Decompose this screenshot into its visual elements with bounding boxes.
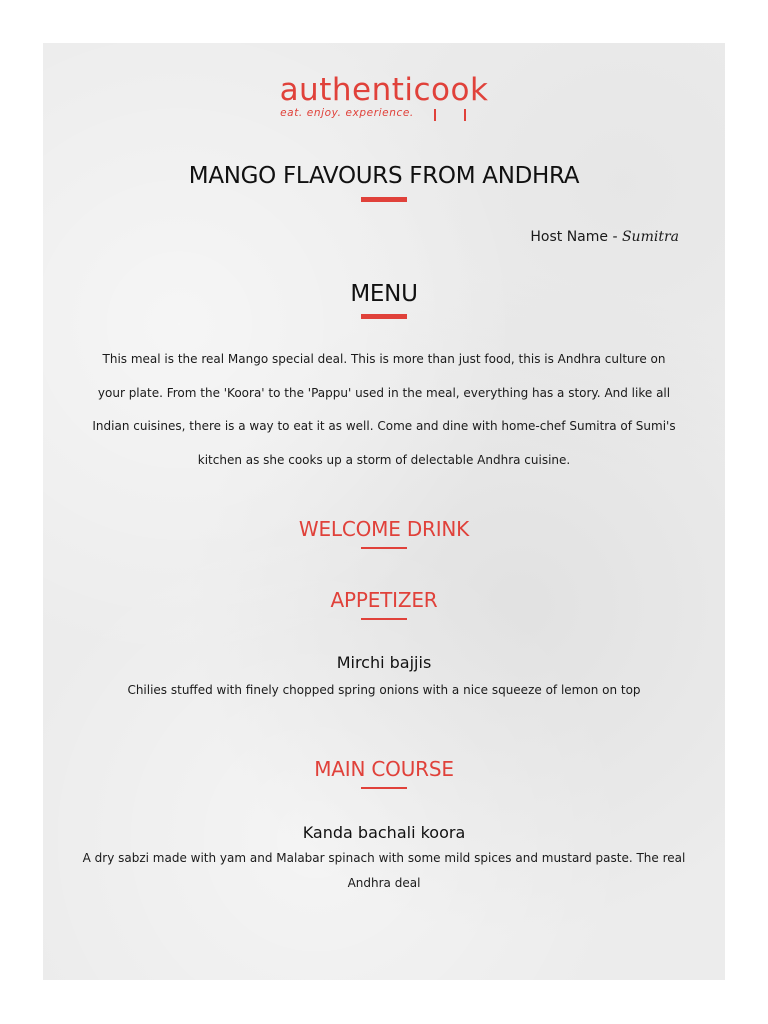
- section-title: MAIN COURSE: [314, 757, 454, 781]
- logo-wordmark: authenticook: [279, 72, 489, 108]
- event-title: MANGO FLAVOURS FROM ANDHRA: [188, 163, 580, 189]
- section-underline: [361, 787, 407, 789]
- dish-description-line-2: Andhra deal: [347, 876, 421, 890]
- menu-page: [43, 43, 725, 980]
- dish-description-line-1: A dry sabzi made with yam and Malabar spinach with some mild spices and mustard paste. The real: [82, 851, 686, 865]
- section-underline: [361, 618, 407, 620]
- event-title-underline: [361, 197, 407, 202]
- section-main-course: [43, 757, 725, 789]
- authenticook-logo: [43, 73, 725, 119]
- menu-heading-underline: [361, 314, 407, 319]
- logo-tagline: eat. enjoy. experience.: [280, 107, 414, 119]
- host-line: [530, 229, 679, 245]
- event-title-block: [43, 163, 725, 202]
- dish-name: Mirchi bajjis: [336, 653, 432, 672]
- dish-kanda-bachali-koora: [43, 823, 725, 896]
- dish-description: Chilies stuffed with finely chopped spring onions with a nice squeeze of lemon on top: [127, 683, 641, 697]
- section-title: APPETIZER: [330, 588, 438, 612]
- utensils-icon: [432, 109, 468, 123]
- menu-heading: MENU: [350, 281, 418, 307]
- section-underline: [361, 547, 407, 549]
- section-appetizer: [43, 588, 725, 620]
- dish-name: Kanda bachali koora: [302, 823, 466, 842]
- section-welcome-drink: [43, 517, 725, 549]
- dish-mirchi-bajjis: [43, 653, 725, 703]
- host-label: Host Name -: [530, 229, 622, 245]
- section-title: WELCOME DRINK: [298, 517, 470, 541]
- intro-paragraph: This meal is the real Mango special deal. This is more than just food, this is Andhra culture on your plate. From the 'Koora' to the 'Pappu' used in the meal, everything has a story. And like all Indian cuisines, there is a way to eat it as well. Come and dine with home-chef Sumitra of Sumi's kitchen as she cooks up a storm of delectable Andhra cuisine.: [92, 352, 676, 467]
- menu-heading-block: [43, 281, 725, 319]
- host-name: Sumitra: [621, 229, 679, 245]
